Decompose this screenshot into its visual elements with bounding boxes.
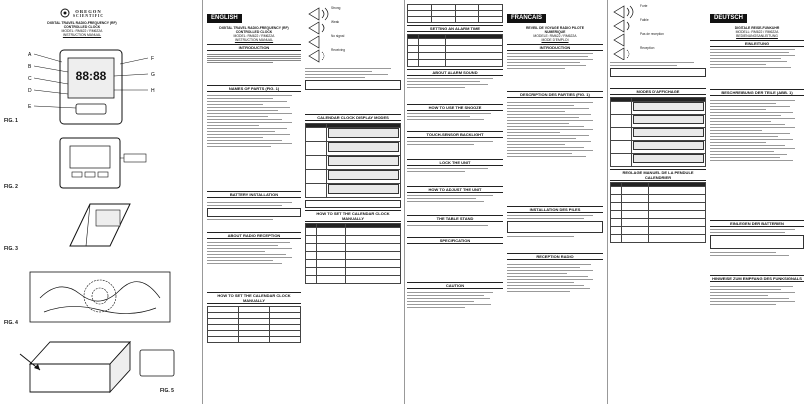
signal-label-receiving: Receiving: [331, 48, 345, 52]
svg-text:H: H: [151, 88, 155, 94]
english-battery-note: [207, 208, 301, 217]
french-column: [507, 26, 603, 402]
clock-front-figure: [20, 44, 170, 130]
french-section-manual-set: REGLAGE MANUEL DE LA PENDULE CALENDRIER: [610, 169, 706, 181]
alarm-steps-table: [407, 34, 503, 67]
brand-logo-icon: [60, 8, 70, 18]
english-title-1: DIGITAL TRAVEL RADIO-FREQUENCY (RF): [219, 26, 289, 30]
cover-model: MODEL: RM622 / RM622A: [61, 29, 103, 33]
french-title-2: NUMERIQUE: [544, 30, 566, 34]
backlight-body: [407, 141, 503, 157]
german-battery-body: [710, 229, 804, 273]
french-battery-body: [507, 215, 603, 251]
french-manual-table: [610, 182, 706, 243]
cover-title-2: CONTROLLED CLOCK: [63, 25, 101, 29]
fig-5-label: FIG. 5: [160, 388, 174, 394]
english-section-snooze: HOW TO USE THE SNOOZE: [407, 104, 503, 111]
snooze-body: [407, 113, 503, 129]
signal-strength-icons: [305, 4, 333, 64]
french-parts-body: [507, 100, 603, 204]
english-section-manual-set-2: HOW TO SET THE CALENDAR CLOCK MANUALLY: [305, 210, 401, 222]
french-signal-block: [610, 4, 706, 60]
french-german-page: [608, 0, 808, 404]
english-battery-body: [207, 200, 301, 230]
english-section-alarm: SETTING AN ALARM TIME: [407, 25, 503, 32]
spec-table: [407, 245, 503, 280]
alarm-table: [407, 4, 503, 23]
english-left-column: [207, 26, 301, 402]
svg-text:G: G: [151, 72, 155, 78]
german-intro-body: [710, 49, 804, 87]
french-title-1: REVEIL DE VOYAGE RADIO PILOTE: [525, 26, 585, 30]
german-section-battery: EINLEGEN DER BATTERIEN: [710, 220, 804, 227]
english-intro-body: [207, 53, 301, 83]
english-display-modes-table: [305, 123, 401, 198]
english-section-stand: THE TABLE STAND: [407, 215, 503, 222]
english-model: MODEL: RM622 / RM622A: [233, 34, 275, 38]
english-section-battery: BATTERY INSTALLATION: [207, 191, 301, 198]
english-section-parts: NAMES OF PARTS (FIG. 1): [207, 85, 301, 92]
french-signal-weak: Faible: [640, 18, 649, 22]
english-section-manual-set: HOW TO SET THE CALENDAR CLOCK MANUALLY: [207, 292, 301, 304]
french-section-introduction: INTRODUCTION: [507, 44, 603, 51]
map-figure: [20, 268, 180, 326]
cover-title-1: DIGITAL TRAVEL RADIO-FREQUENCY (RF): [47, 21, 117, 25]
english-radio-cont: [305, 66, 401, 112]
cover-page: [0, 0, 202, 404]
french-tab: FRANCAIS: [507, 14, 546, 23]
svg-text:A: A: [28, 52, 32, 58]
signal-label-strong: Strong: [331, 6, 341, 10]
english-manual-label: INSTRUCTION MANUAL: [234, 38, 274, 42]
english-section-adjust: HOW TO ADJUST THE UNIT: [407, 186, 503, 193]
english-display-note: [305, 200, 401, 208]
french-section-display: MODES D'AFFICHAGE: [610, 88, 706, 95]
signal-label-none: No signal: [331, 34, 345, 38]
english-section-lock: LOCK THE UNIT: [407, 159, 503, 166]
german-model: MODELL: RM622 / RM622A: [735, 30, 779, 34]
french-radio-cont: [610, 62, 706, 86]
alarm-sound-body: [407, 78, 503, 102]
brand-bottom: SCIENTIFIC: [73, 13, 104, 18]
french-section-parts: DESCRIPTION DES PARTIES (FIG. 1): [507, 91, 603, 98]
caution-body: [407, 292, 503, 332]
french-signal-icons: [610, 4, 638, 60]
german-title-1: DIGITALE REISE-FUNKUHR: [734, 26, 780, 30]
english-section-radio: ABOUT RADIO RECEPTION: [207, 232, 301, 239]
german-section-intro: EINLEITUNG: [710, 40, 804, 47]
english-section-display-modes: CALENDAR CLOCK DISPLAY MODES: [305, 114, 401, 121]
german-radio-body: [710, 284, 804, 334]
german-column: [710, 26, 804, 402]
english-cont-column: [407, 4, 503, 400]
fig-1-label: FIG. 1: [4, 118, 18, 124]
english-manual-set-table: [207, 306, 301, 343]
english-radio-body: [207, 240, 301, 290]
german-section-parts: BESCHREIBUNG DER TEILE (ABB. 1): [710, 89, 804, 96]
adjust-body: [407, 195, 503, 213]
french-signal-receiving: Reception: [640, 46, 655, 50]
french-intro-body: [507, 53, 603, 89]
english-manual-steps-table: [305, 223, 401, 284]
english-section-spec: SPECIFICATION: [407, 237, 503, 244]
german-manual-label: BEDIENUNGSANLEITUNG: [736, 34, 778, 38]
svg-text:D: D: [28, 88, 32, 94]
german-parts-body: [710, 98, 804, 218]
english-radio-note: [305, 80, 401, 90]
english-section-caution: CAUTION: [407, 282, 503, 289]
clock-back-figure: [40, 134, 160, 194]
english-section-backlight: TOUCH-SENSOR BACKLIGHT: [407, 131, 503, 138]
french-radio-body: [507, 262, 603, 332]
english-cont-french-page: [405, 0, 607, 404]
cover-header: [22, 8, 142, 37]
french-section-battery: INSTALLATION DES PILES: [507, 206, 603, 213]
french-radio-note: [610, 68, 706, 77]
french-signal-strong: Forte: [640, 4, 648, 8]
svg-text:E: E: [28, 104, 32, 110]
svg-text:F: F: [151, 56, 155, 62]
lock-body: [407, 168, 503, 184]
fig-2-label: FIG. 2: [4, 184, 18, 190]
english-tab: ENGLISH: [207, 14, 242, 23]
signal-label-weak: Weak: [331, 20, 340, 24]
svg-text:C: C: [28, 76, 32, 82]
stand-body: [407, 225, 503, 235]
signal-labels: [331, 6, 391, 66]
english-right-column: [305, 66, 401, 402]
german-battery-note: [710, 235, 804, 249]
french-cont-column: [610, 4, 706, 400]
fig-3-label: FIG. 3: [4, 246, 18, 252]
fig-4-label: FIG. 4: [4, 320, 18, 326]
french-manual-label: MODE D'EMPLOI: [541, 38, 569, 42]
svg-text:B: B: [28, 64, 32, 70]
brand-top: OREGON: [75, 8, 102, 14]
french-model: MODELE: RM622 / RM622A: [533, 34, 577, 38]
french-display-table: [610, 97, 706, 167]
french-battery-note: [507, 221, 603, 233]
english-page: [203, 0, 405, 404]
french-signal-none: Pas de reception: [640, 32, 664, 36]
clock-stand-figure: [50, 196, 150, 252]
english-section-alarm-sound: ABOUT ALARM SOUND: [407, 69, 503, 76]
svg-text:88:88: 88:88: [75, 69, 107, 83]
cover-manual-label: INSTRUCTION MANUAL: [62, 33, 102, 37]
english-section-introduction: INTRODUCTION: [207, 44, 301, 51]
english-parts-body: [207, 93, 301, 189]
english-title-2: CONTROLLED CLOCK: [235, 30, 273, 34]
german-tab: DEUTSCH: [710, 14, 747, 23]
french-section-radio: RECEPTION RADIO: [507, 253, 603, 260]
german-section-radio: HINWEISE ZUM EMPFANG DES FUNKSIGNALS: [710, 275, 804, 282]
